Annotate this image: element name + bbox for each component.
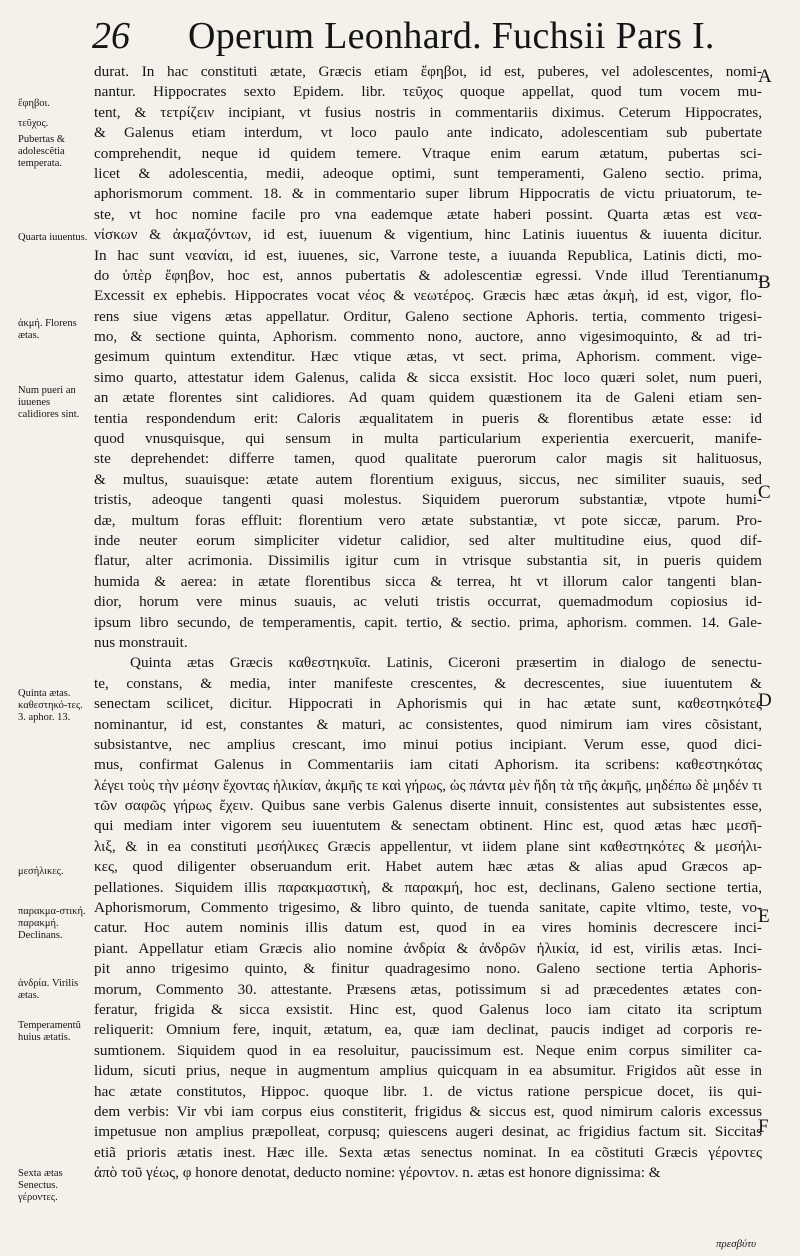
margin-note: παρακμα-στική. παρακμή. Declinans. — [18, 906, 86, 941]
text-line: tentia respondendum erit: Caloris æqualitatem in pueris & florentibus ætate esse: id — [94, 409, 762, 427]
margin-letter: B — [758, 272, 771, 293]
text-line: rens siue vigens ætas appellatur. Orditur, Galeno sectione Aphoris. tertia, commento trigesi- — [94, 307, 762, 325]
text-line: morum, Commento 30. attestante. Præsens ætas, potissimum si ad præcedentes ætates con- — [94, 980, 762, 998]
text-line: ste, vt hoc nomine facile pro vna eademque ætate haberi possint. Quarta ætas est νεα- — [94, 205, 762, 223]
catchword: πρεσβύτυ — [716, 1238, 757, 1250]
text-line: te, constans, & media, inter manifeste crescentes, & decrescentes, siue iuuentutem & — [94, 674, 762, 692]
text-line: qui mediam inter vigorem seu iuuentutem & senectam obtinent. Hinc est, quod ætas hæc μεσῆ- — [94, 817, 762, 835]
text-line: Aphorismorum, Commento trigesimo, & libro quinto, de tuenda sanitate, capite vltimo, teste, vo- — [94, 899, 762, 917]
text-line: hac ætate constitutos, Hippoc. quoque libr. 1. de victus ratione perspicue docet, iis qui- — [94, 1082, 762, 1100]
text-line: λέγει τοὺς τὴν μέσην ἔχοντας ἡλικίαν, ἀκμῆς τε καὶ γήρως, ὡς πάντα μὲν ἤδη τὰ τῆς ἀκμῆς, μηδέπω δὲ μηδέν τι — [94, 777, 762, 794]
margin-note: Temperamentũ huius ætatis. — [18, 1020, 81, 1043]
margin-note: Num pueri an iuuenes calidiores sint. — [18, 385, 80, 420]
margin-letter: E — [758, 906, 770, 927]
text-line: mo, & sectione quinta, Aphorism. commento nono, auctore, anno vigesimoquinto, & ad tri- — [94, 328, 762, 346]
margin-note: Sexta ætas Senectus. γέροντες. — [18, 1168, 63, 1203]
text-line: simo quarto, attestatur idem Galenus, calida & sicca exsistit. Hoc loco quæri solet, num pueri, — [94, 368, 762, 386]
text-line: κες, quod diligenter obseruandum erit. Habet autem hæc ætas & alias apud Græcos ap- — [94, 858, 762, 876]
margin-note: μεσήλικες. — [18, 866, 64, 877]
text-line: humida & aerea: in ætate florentibus sicca & terrea, ht vt illorum calor tangenti blan- — [94, 572, 762, 590]
text-line: λιξ, & in ea constituti μεσήλικες Græcis appellentur, vt iidem plane sint καθεστηκότες & μεσήλι- — [94, 837, 762, 855]
text-line: ste deprehendet: differre tamen, quod qualitate puerorum calor magis sit halituosus, — [94, 450, 762, 468]
text-line: & multus, suauisque: ætate autem florentium exiguus, siccus, nec similiter suauis, sed — [94, 470, 762, 488]
text-line: durat. In hac constituti ætate, Græcis etiam ἔφηβοι, id est, puberes, vel adolescentes, nomi- — [94, 63, 762, 80]
text-line: τῶν σαφῶς γήρως ἔχειν. Quibus sane verbis Galenus diserte innuit, consistentes aut subsistentes esse, — [94, 797, 762, 815]
text-line: Quinta ætas Græcis καθεστηκυῖα. Latinis, Ciceroni præsertim in dialogo de senectu- — [130, 654, 762, 672]
margin-letter: D — [758, 690, 772, 711]
text-line: etiã prioris ætatis inest. Hæc ille. Sexta ætas senectus nominat. In ea cõstituti Græcis γέροντες — [94, 1143, 762, 1161]
text-line: pit anno trigesimo quinto, & finitur quadragesimo nono. Galeno sectione tertia Aphoris- — [94, 960, 762, 978]
margin-note: Quinta ætas. καθεστηκό-τες. 3. aphor. 13. — [18, 688, 83, 723]
text-line: & Galenus etiam interdum, vt loco paulo ante indicato, adolescentiam sub pubertate — [94, 124, 762, 142]
text-line: senectam scilicet, dicitur. Hippocrati in Aphorismis qui in hac ætate sunt, καθεστηκότες — [94, 695, 762, 713]
text-line: inde neuter eorum simpliciter videtur calidior, sed alter multitudine eius, quod dif- — [94, 531, 762, 549]
margin-note: τεῦχος. — [18, 118, 49, 129]
text-line: νίσκων & ἀκμαζόντων, id est, iuuenum & vigentium, hinc Latinis iuuentus & iuuenta dicitur. — [94, 226, 762, 244]
text-line: licet & adolescentia, medii, adeoque optimi, sunt temperamenti, Galeno sectio. prima, — [94, 164, 762, 182]
text-line: flatur, alter acrimonia. Dissimilis igitur cum in vtrisque substantia sit, in pueris quidem — [94, 552, 762, 570]
running-title: Operum Leonhard. Fuchsii Pars I. — [188, 15, 715, 57]
text-line: comprehendit, neque id quidem temere. Vtraque enim earum ætatum, pubertas sci- — [94, 144, 762, 162]
margin-note: Quarta iuuentus. — [18, 232, 88, 243]
text-line: reliquerit: Omnium fere, inquit, ætatum, ea, quæ iam declinat, paucis indiget ad corporis re- — [94, 1021, 762, 1039]
text-line: gesimum quintum extenditur. Hæc vtique ætas, vt sect. prima, Aphorism. comment. vige- — [94, 348, 762, 366]
text-line: sumtionem. Siquidem quod in ea resoluitur, paucissimum est. Neque enim corpus similiter ca- — [94, 1041, 762, 1059]
page-number: 26 — [92, 15, 130, 57]
margin-note: ἀκμή. Florens ætas. — [18, 318, 77, 341]
text-line: nominantur, id est, constantes & maturi, ac consistentes, quod nimirum iam vires cõsistant, — [94, 715, 762, 733]
text-line: feratur, frigida & sicca exsistit. Hinc est, quod Galenus loco iam citato ita scriptum — [94, 1000, 762, 1018]
text-line: aphorismorum comment. 18. & in commentario super librum Hippocratis de victu priuatorum, te- — [94, 185, 762, 203]
margin-note: Pubertas & adolescẽtia temperata. — [18, 134, 65, 169]
text-line: pellationes. Siquidem illis παρακμαστικὴ, & παρακμή, hoc est, declinans, Galeno sectione tertia, — [94, 878, 762, 896]
text-line: In hac sunt νεανίαι, id est, iuuenes, sic, Varrone teste, a iuuanda Republica, Latinis dicti, mo- — [94, 246, 762, 264]
text-line: do ὑπὲρ ἔφηβον, hoc est, annos pubertatis & adolescentiæ egressi. Vnde illud Terentianum, — [94, 266, 762, 284]
text-line: tent, & τετρίζειν incipiant, vt fusius nostris in commentariis diximus. Ceterum Hippocrates, — [94, 103, 762, 121]
text-line: ipsum libro secundo, de temperamentis, capit. tertio, & sectio. prima, aphorism. commen. 14. Gale- — [94, 613, 762, 631]
margin-letter: F — [758, 1116, 769, 1137]
text-line: an ætate florentes sint calidiores. Ad quam quidem quæstionem ita de Galeni etiam sen- — [94, 389, 762, 407]
main-text-column — [94, 62, 762, 1183]
text-line: dem verbis: Vir vbi iam corpus eius constiterit, frigidus & siccus est, quod nimirum caloris excessus — [94, 1102, 762, 1120]
text-line: ἀπὸ τοῦ γέως, φ honore denotat, deducto nomine: γέροντον. n. ætas est honore dignissima: & — [94, 1164, 661, 1182]
margin-note: ἀνδρία. Virilis ætas. — [18, 978, 79, 1001]
text-line: nus monstrauit. — [94, 633, 188, 651]
text-line: dæ, multum foras effluit: florentium vero ætate substantiæ, vt pote siccæ, parum. Pro- — [94, 511, 762, 529]
text-line: piant. Appellatur etiam Græcis alio nomine ἀνδρία & ἀνδρῶν ἡλικία, id est, virilis ætas. Inci- — [94, 939, 762, 957]
text-line: catur. Hoc autem nominis illis datum est, quod in ea vires hominis decrescere inci- — [94, 919, 762, 937]
margin-note: ἔφηβοι. — [18, 98, 51, 109]
text-line: dior, horum vere minus suauis, ac veluti tristis occurrat, quemadmodum copiosius id- — [94, 593, 762, 611]
text-line: tristis, adeoque tangenti quasi molestus. Siquidem puerorum substantiæ, vtpote humi- — [94, 491, 762, 509]
margin-letter: C — [758, 482, 771, 503]
text-line: quod vnusquisque, qui sensum in multa particularium experientia exercuerit, manife- — [94, 430, 762, 448]
margin-letter: A — [758, 66, 772, 87]
text-line: subsistantve, nec amplius crescant, imo minui potius incipiant. Verum esse, quod dici- — [94, 735, 762, 753]
text-line: mus, confirmat Galenus in Commentariis iam citati Aphorism. ita scribens: καθεστηκότας — [94, 756, 762, 774]
text-line: impetusue non amplius præpolleat, corpusq; quiescens augeri desinat, ac frigidius factum sit. Siccitas — [94, 1123, 762, 1141]
text-line: nantur. Hippocrates sexto Epidem. libr. τεῦχος quoque appellat, quod tum vocem mu- — [94, 83, 762, 101]
text-line: Excessit ex ephebis. Hippocrates vocat νέος & νεωτέρος. Græcis hæc ætas ἀκμὴ, id est, vigor, flo- — [94, 287, 762, 305]
text-line: lidum, sicuti prius, neque in augmentum amplius quicquam in ea absumitur. Frigidos aũt esse in — [94, 1062, 762, 1080]
